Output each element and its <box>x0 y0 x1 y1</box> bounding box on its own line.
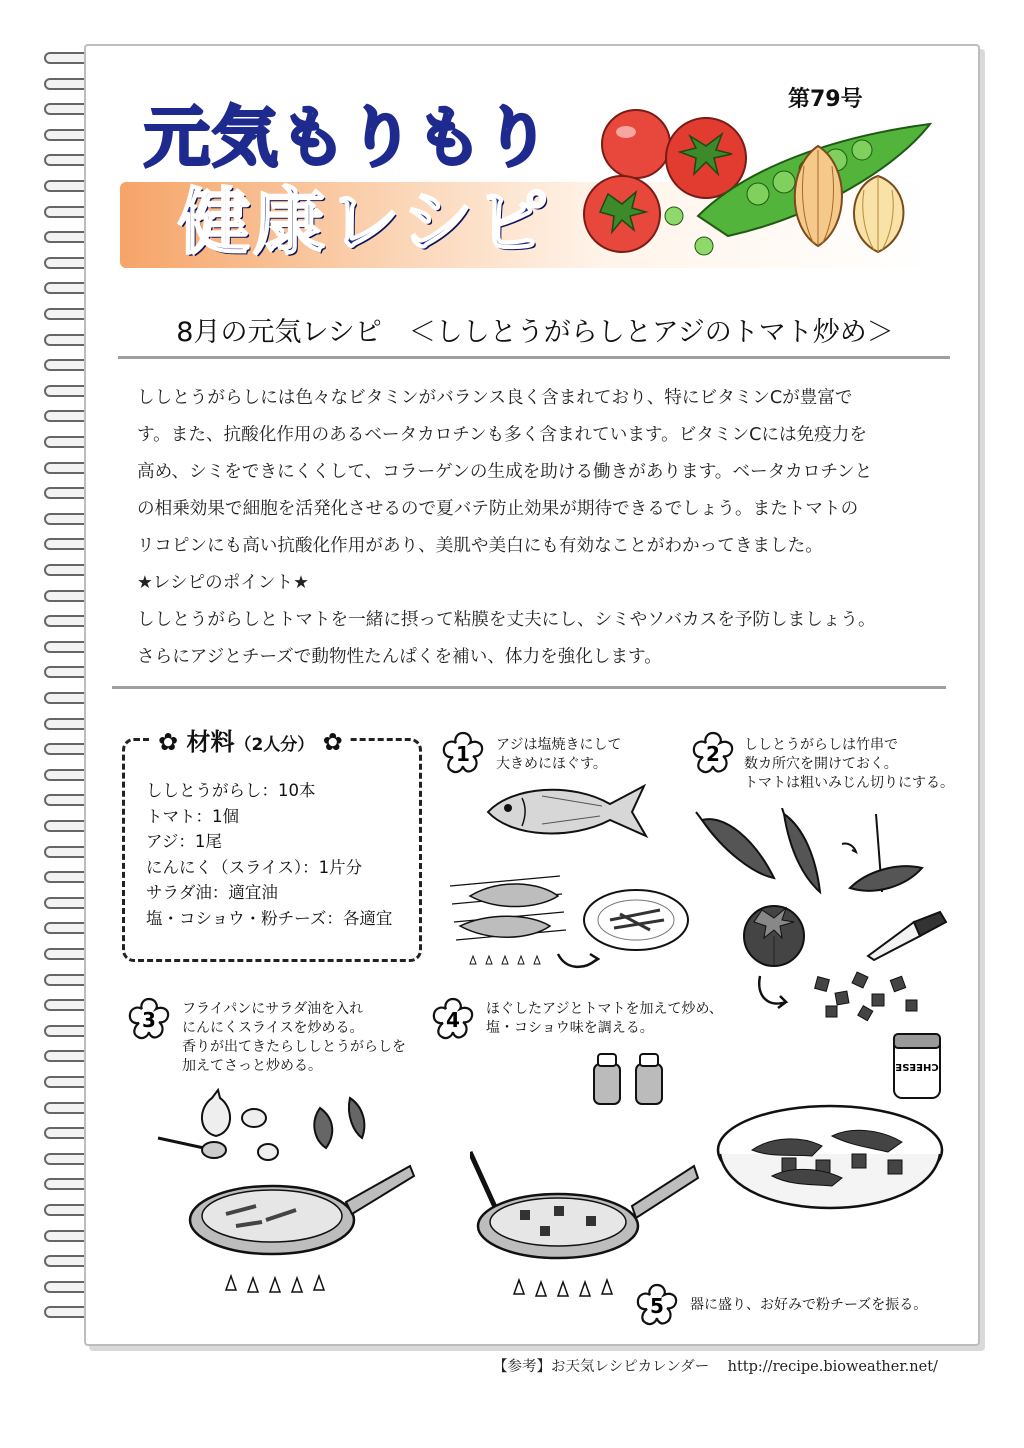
step-5-text <box>690 1296 927 1315</box>
step-line: 数カ所穴を開けておく。 <box>744 756 898 772</box>
knife-icon <box>862 908 948 964</box>
step-line: 大きめにほぐす。 <box>496 756 607 772</box>
list-item: ししとうがらし：10本 <box>146 781 316 800</box>
step-line: ほぐしたアジとトマトを加えて炒め、 <box>486 1001 723 1017</box>
source-name: お天気レシピカレンダー <box>551 1359 710 1375</box>
title-line-2: 健康レシピ <box>178 180 552 264</box>
serving-bowl-illustration <box>712 1096 950 1256</box>
point-line: さらにアジとチーズで動物性たんぱくを補い、体力を強化します。 <box>137 647 662 667</box>
fish-illustration <box>482 776 652 846</box>
servings: （2人分） <box>234 735 315 755</box>
materials-title: 材料 <box>186 728 235 756</box>
step-number: 3 <box>142 1008 156 1032</box>
tomato-illustration <box>734 896 814 968</box>
salt-pepper-shakers-illustration <box>586 1050 676 1110</box>
step-1-text <box>496 736 621 774</box>
vegetables-illustration <box>578 96 938 266</box>
materials-heading <box>152 722 349 757</box>
step-4-badge <box>430 996 476 1042</box>
ref-label: 【参考】 <box>493 1359 551 1375</box>
intro-line: リコピンにも高い抗酸化作用があり、美肌や美白にも有効なことがわかってきました。 <box>137 536 823 556</box>
peppers-illustration <box>694 808 824 898</box>
step-line: トマトは粗いみじん切りにする。 <box>744 775 954 791</box>
list-item: アジ：1尾 <box>146 832 222 851</box>
materials-list <box>146 778 392 931</box>
intro-divider <box>112 686 946 689</box>
title-divider <box>118 356 950 359</box>
step-line: 香りが出てきたらししとうがらしを <box>182 1039 406 1055</box>
step-line: 器に盛り、お好みで粉チーズを振る。 <box>690 1297 928 1313</box>
step-line: アジは塩焼きにして <box>496 737 622 753</box>
diced-tomato-illustration <box>756 966 926 1026</box>
list-item: トマト：1個 <box>146 806 239 826</box>
issue-number: 第79号 <box>788 87 863 112</box>
cheese-label: CHEESE <box>895 1061 939 1072</box>
step-number: 1 <box>456 742 470 766</box>
cheese-shaker-illustration <box>886 1024 948 1104</box>
step-line: フライパンにサラダ油を入れ <box>182 1001 364 1017</box>
recipe-title: 8月の元気レシピ ＜ししとうがらしとアジのトマト炒め＞ <box>176 317 894 348</box>
step-number: 4 <box>446 1008 460 1032</box>
step-number: 5 <box>650 1294 664 1318</box>
step-line: 塩・コショウ味を調える。 <box>486 1020 654 1036</box>
list-item: にんにく（スライス）：1片分 <box>146 857 363 877</box>
point-line: ししとうがらしとトマトを一緒に摂って粘膜を丈夫にし、シミやソバカスを予防しましょう。 <box>137 610 876 630</box>
step-line: 加えてさっと炒める。 <box>182 1058 322 1074</box>
intro-line: の相乗効果で細胞を活発化させるので夏バテ防止効果が期待できるでしょう。またトマトの <box>137 499 859 519</box>
title-line-1: 元気もりもり <box>144 99 552 176</box>
intro-text <box>137 380 927 676</box>
arrow-icon <box>556 948 600 972</box>
footer-reference <box>493 1355 938 1376</box>
intro-line: ししとうがらしには色々なビタミンがバランス良く含まれており、特にビタミンCが豊富で <box>137 388 853 408</box>
step-3-text <box>182 1000 406 1076</box>
step-2-badge <box>690 730 736 776</box>
flower-icon: ✿ <box>158 728 187 756</box>
frying-pan-illustration <box>470 1140 700 1300</box>
step-4-text <box>486 1000 723 1038</box>
step-3-badge <box>126 996 172 1042</box>
frying-pan-illustration <box>186 1150 416 1300</box>
point-heading: ★レシピのポイント★ <box>137 573 309 593</box>
list-item: サラダ油：適宜油 <box>146 883 278 902</box>
step-number: 2 <box>706 742 720 766</box>
step-line: ししとうがらしは竹串で <box>744 737 898 753</box>
list-item: 塩・コショウ・粉チーズ：各適宜 <box>146 908 393 928</box>
intro-line: す。また、抗酸化作用のあるベータカロチンも多く含まれています。ビタミンCには免疫力を <box>137 425 867 445</box>
flower-icon: ✿ <box>314 728 343 756</box>
skewered-pepper-illustration <box>836 812 936 902</box>
step-line: にんにくスライスを炒める。 <box>182 1020 364 1036</box>
step-2-text <box>744 736 954 793</box>
source-url[interactable]: http://recipe.bioweather.net/ <box>727 1359 938 1375</box>
step-1-badge <box>440 730 486 776</box>
intro-line: 高め、シミをできにくくして、コラーゲンの生成を助ける働きがあります。ベータカロチンと <box>137 462 873 482</box>
